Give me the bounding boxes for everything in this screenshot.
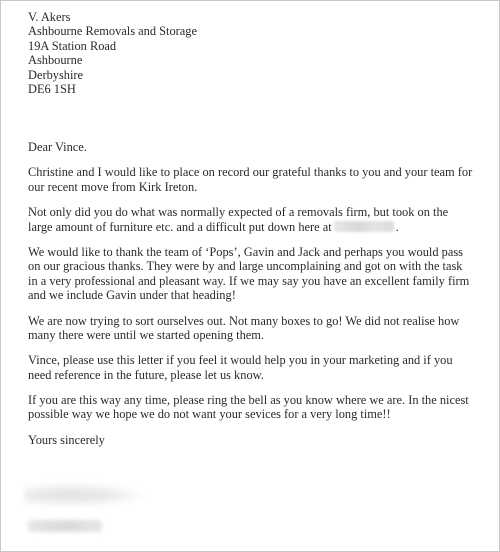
paragraph-reference bbox=[28, 353, 490, 382]
closing-text: Yours sincerely bbox=[28, 432, 105, 447]
paragraph-line: and we include Gavin under that heading! bbox=[28, 288, 236, 303]
redacted-signature bbox=[24, 484, 142, 506]
paragraph-line: If you are this way any time, please ring the bell as you know where we are. In the nicest bbox=[28, 393, 469, 408]
letter-body bbox=[28, 140, 490, 447]
recipient-address bbox=[28, 10, 197, 96]
address-line-name: V. Akers bbox=[28, 10, 71, 24]
redacted-signatory-name bbox=[28, 520, 102, 532]
greeting-text: Dear Vince. bbox=[28, 140, 87, 154]
redacted-location bbox=[334, 221, 394, 232]
paragraph-line: many there were until we started opening them. bbox=[28, 327, 265, 342]
paragraph-thanks bbox=[28, 165, 490, 194]
paragraph-visit bbox=[28, 393, 490, 422]
paragraph-line: on our gracious thanks. They were by and large uncomplaining and got on with the task bbox=[28, 259, 463, 274]
paragraph-line: in a very professional and pleasant way. If we may say you have an excellent family firm bbox=[28, 273, 470, 288]
address-line-company: Ashbourne Removals and Storage bbox=[28, 24, 197, 39]
paragraph-line: We would like to thank the team of ‘Pops’, Gavin and Jack and perhaps you would pass bbox=[28, 244, 463, 259]
paragraph-line: We are now trying to sort ourselves out. Not many boxes to go! We did not realise how bbox=[28, 313, 460, 328]
paragraph-line: Vince, please use this letter if you feel it would help you in your marketing and if you bbox=[28, 353, 453, 368]
paragraph-line: Not only did you do what was normally expected of a removals firm, but took on the bbox=[28, 205, 449, 220]
paragraph-line-text: large amount of furniture etc. and a difficult put down here at bbox=[28, 219, 332, 234]
paragraph-line: our recent move from Kirk Ireton. bbox=[28, 179, 198, 194]
paragraph-line-end: . bbox=[395, 219, 399, 234]
paragraph-line: Christine and I would like to place on record our grateful thanks to you and your team for bbox=[28, 165, 473, 180]
paragraph-team bbox=[28, 245, 490, 303]
paragraph-line-with-redaction bbox=[28, 220, 490, 234]
paragraph-line: possible way we hope we do not want your sevices for a very long time!! bbox=[28, 407, 391, 422]
address-line-town: Ashbourne bbox=[28, 53, 83, 68]
address-line-street: 19A Station Road bbox=[28, 38, 117, 53]
paragraph-removals bbox=[28, 205, 490, 234]
paragraph-line: need reference in the future, please let us know. bbox=[28, 367, 264, 382]
greeting bbox=[28, 140, 490, 154]
closing bbox=[28, 433, 490, 447]
address-line-postcode: DE6 1SH bbox=[28, 81, 76, 96]
address-line-county: Derbyshire bbox=[28, 67, 84, 82]
paragraph-boxes bbox=[28, 314, 490, 343]
